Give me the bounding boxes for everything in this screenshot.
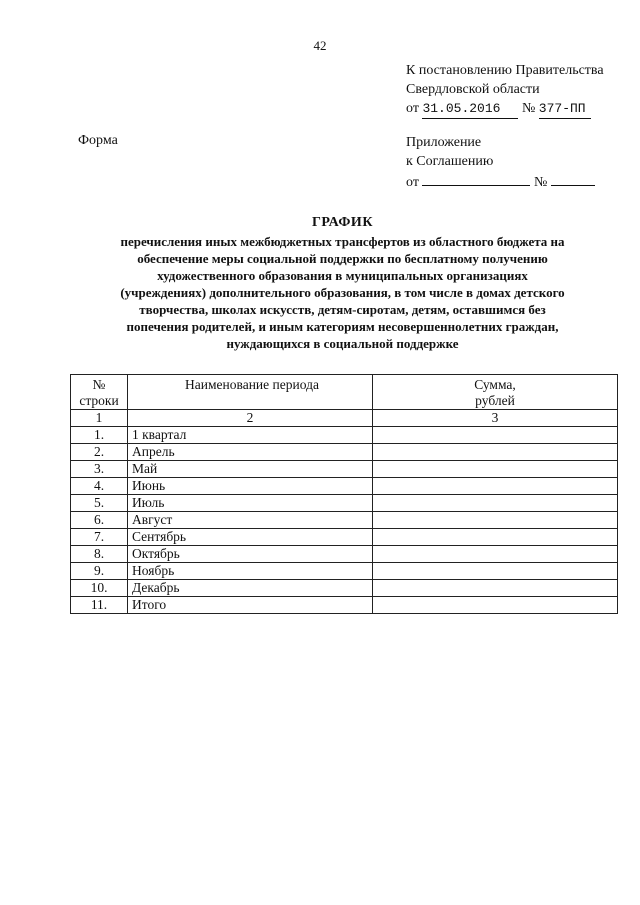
- row-period: Апрель: [128, 444, 373, 461]
- column-number: 1: [71, 410, 128, 427]
- table-row: [71, 546, 618, 563]
- row-number: 6.: [71, 512, 128, 529]
- header-amount: [373, 375, 618, 410]
- column-number-row: [71, 410, 618, 427]
- row-period: 1 квартал: [128, 427, 373, 444]
- table-row: [71, 580, 618, 597]
- subtitle-line: художественного образования в муниципальных организациях: [157, 268, 528, 283]
- header-amount-unit: рублей: [475, 393, 515, 408]
- row-number: 4.: [71, 478, 128, 495]
- resolution-number-label: №: [521, 101, 536, 116]
- table-row: [71, 495, 618, 512]
- appendix-date-line: [406, 171, 595, 192]
- resolution-line-1: К постановлению Правительства: [406, 63, 604, 78]
- header-period-name: Наименование периода: [128, 375, 373, 410]
- subtitle-line: перечисления иных межбюджетных трансфертов из областного бюджета на: [120, 234, 565, 249]
- row-number: 8.: [71, 546, 128, 563]
- row-amount[interactable]: [373, 427, 618, 444]
- row-amount[interactable]: [373, 529, 618, 546]
- column-number: 3: [373, 410, 618, 427]
- table-row: [71, 529, 618, 546]
- table-row: [71, 563, 618, 580]
- resolution-date-line: [406, 99, 604, 119]
- appendix-number-blank: [551, 171, 595, 186]
- row-amount[interactable]: [373, 546, 618, 563]
- document-title: ГРАФИК: [312, 215, 373, 230]
- resolution-reference: [406, 61, 604, 119]
- row-period: Август: [128, 512, 373, 529]
- table-row: [71, 512, 618, 529]
- resolution-line-2: Свердловской области: [406, 82, 540, 97]
- row-period: Сентябрь: [128, 529, 373, 546]
- page-number: 42: [313, 38, 327, 53]
- row-period: Декабрь: [128, 580, 373, 597]
- resolution-number: 377-ПП: [539, 99, 591, 119]
- subtitle-line: нуждающихся в социальной поддержке: [226, 336, 459, 351]
- row-amount[interactable]: [373, 580, 618, 597]
- row-period: Июнь: [128, 478, 373, 495]
- document-subtitle: [70, 233, 615, 352]
- row-number: 7.: [71, 529, 128, 546]
- header-row-number: [71, 375, 128, 410]
- appendix-reference: [406, 133, 595, 192]
- subtitle-line: попечения родителей, и иным категориям несовершеннолетних граждан,: [126, 319, 559, 334]
- table-row: [71, 461, 618, 478]
- appendix-number-label: №: [533, 175, 548, 190]
- resolution-date: 31.05.2016: [422, 99, 518, 119]
- row-amount[interactable]: [373, 461, 618, 478]
- row-number: 9.: [71, 563, 128, 580]
- row-period: Октябрь: [128, 546, 373, 563]
- column-number: 2: [128, 410, 373, 427]
- header-row-number-label: строки: [79, 393, 119, 408]
- row-period: Май: [128, 461, 373, 478]
- payment-schedule-table: [70, 374, 618, 614]
- row-amount[interactable]: [373, 512, 618, 529]
- row-period: Июль: [128, 495, 373, 512]
- document-heading: [70, 215, 615, 352]
- appendix-line-2: к Соглашению: [406, 154, 494, 169]
- table-header-row: [71, 375, 618, 410]
- row-period: Ноябрь: [128, 563, 373, 580]
- row-amount[interactable]: [373, 478, 618, 495]
- appendix-line-1: Приложение: [406, 135, 482, 150]
- row-number: 1.: [71, 427, 128, 444]
- row-number: 5.: [71, 495, 128, 512]
- table-row: [71, 427, 618, 444]
- header-amount-label: Сумма,: [474, 377, 516, 392]
- table-row: [71, 478, 618, 495]
- row-amount[interactable]: [373, 495, 618, 512]
- row-amount[interactable]: [373, 563, 618, 580]
- resolution-from-label: от: [406, 101, 419, 116]
- row-number: 3.: [71, 461, 128, 478]
- row-number: 11.: [71, 597, 128, 614]
- subtitle-line: обеспечение меры социальной поддержки по бесплатному получению: [137, 251, 548, 266]
- subtitle-line: творчества, школах искусств, детям-сиротам, детям, оставшимся без: [139, 302, 546, 317]
- form-label: Форма: [78, 133, 118, 148]
- appendix-date-blank: [422, 171, 530, 186]
- table-row-total: [71, 597, 618, 614]
- appendix-from-label: от: [406, 175, 419, 190]
- row-number: 10.: [71, 580, 128, 597]
- subtitle-line: (учреждениях) дополнительного образования, в том числе в домах детского: [120, 285, 565, 300]
- header-row-number-symbol: №: [92, 377, 106, 392]
- row-number: 2.: [71, 444, 128, 461]
- table-row: [71, 444, 618, 461]
- row-amount[interactable]: [373, 597, 618, 614]
- row-amount[interactable]: [373, 444, 618, 461]
- row-period: Итого: [128, 597, 373, 614]
